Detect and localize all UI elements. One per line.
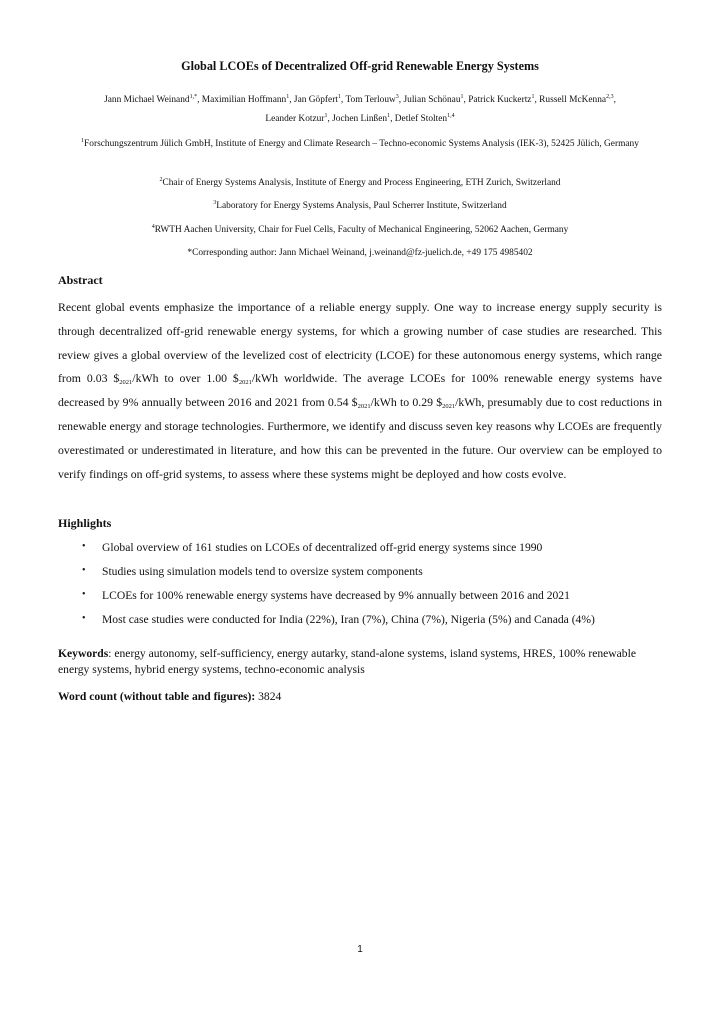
highlights-list xyxy=(58,541,678,637)
author: Jochen Linßen$^1$, xyxy=(332,113,395,124)
author: Leander Kotzur$^1$, xyxy=(265,113,333,124)
highlights-heading: Highlights xyxy=(58,516,112,530)
keywords-label: Keywords xyxy=(58,647,109,660)
keywords xyxy=(58,646,664,678)
affiliation-4: $^4$RWTH Aachen University, Chair for Fuel Cells, Faculty of Mechanical Engineering, 52062 Aachen, Germany xyxy=(151,224,569,235)
paper-title: Global LCOEs of Decentralized Off-grid Renewable Energy Systems xyxy=(181,59,539,73)
author: Julian Schönau$^1$, xyxy=(403,94,469,105)
author-list xyxy=(55,91,665,129)
author: Russell McKenna$^{2,3}$, xyxy=(539,94,616,105)
bullet-icon: • xyxy=(82,565,86,576)
affiliation-2: $^2$Chair of Energy Systems Analysis, Institute of Energy and Process Engineering, ETH Zurich, Switzerland xyxy=(159,177,561,188)
author: Maximilian Hoffmann$^1$, xyxy=(201,94,294,105)
bullet-icon: • xyxy=(82,613,86,624)
word-count-label: Word count (without table and figures): xyxy=(58,690,256,703)
keywords-text: : energy autonomy, self-sufficiency, energy autarky, stand-alone systems, island systems, HRES, 100% renewable energy systems, hybrid energy systems, techno-economic analysis xyxy=(58,647,636,676)
word-count xyxy=(58,690,281,703)
author: Jann Michael Weinand$^{1,*}$, xyxy=(104,94,202,105)
list-item: • Most case studies were conducted for India (22%), Iran (7%), China (7%), Nigeria (5%) and Canada (4%) xyxy=(82,613,595,626)
affiliation-3: $^3$Laboratory for Energy Systems Analysis, Paul Scherrer Institute, Switzerland xyxy=(213,200,507,211)
word-count-value: 3824 xyxy=(255,690,282,703)
list-item: • Global overview of 161 studies on LCOEs of decentralized off-grid energy systems since 1990 xyxy=(82,541,543,554)
abstract-heading: Abstract xyxy=(58,273,103,287)
bullet-icon: • xyxy=(82,541,86,552)
author: Detlef Stolten$^{1,4}$ xyxy=(394,113,455,124)
corresponding-author: *Corresponding author: Jann Michael Weinand, j.weinand@fz-juelich.de, +49 175 4985402 xyxy=(187,248,533,258)
author: Jan Göpfert$^1$, xyxy=(293,94,346,105)
page-number: 1 xyxy=(357,944,363,955)
list-item: • Studies using simulation models tend to oversize system components xyxy=(82,565,423,578)
author: Tom Terlouw$^3$, xyxy=(345,94,404,105)
bullet-icon: • xyxy=(82,589,86,600)
list-item: • LCOEs for 100% renewable energy systems have decreased by 9% annually between 2016 and 2021 xyxy=(82,589,570,602)
author: Patrick Kuckertz$^1$, xyxy=(468,94,540,105)
affiliation-1: $^1$Forschungszentrum Jülich GmbH, Institute of Energy and Climate Research – Techno-economic Systems Analysis (IEK-3), 52425 Jülich, Germany xyxy=(81,138,639,149)
abstract-text: Recent global events emphasize the importance of a reliable energy supply. One way to increase energy supply security is through decentralized off-grid renewable energy systems, for which a growing number of case studies are researched. This review gives a global overview of the levelized cost of electricity (LCOE) for these autonomous energy systems, which range from 0.03 $\$_{2021}$/kWh to over 1.00 $\$_{2021}$/kWh worldwide. The average LCOEs for 100% renewable energy systems have decreased by 9% annually between 2016 and 2021 from 0.54 $\$_{2021}$/kWh to 0.29 $\$_{2021}$/kWh, presumably due to cost reductions in renewable energy and storage technologies. Furthermore, we identify and discuss seven key reasons why LCOEs are frequently overestimated or underestimated in literature, and how this can be prevented in the future. Our overview can be employed to verify findings on off-grid systems, to assess where these systems might be deployed and how costs evolve. xyxy=(58,300,663,481)
